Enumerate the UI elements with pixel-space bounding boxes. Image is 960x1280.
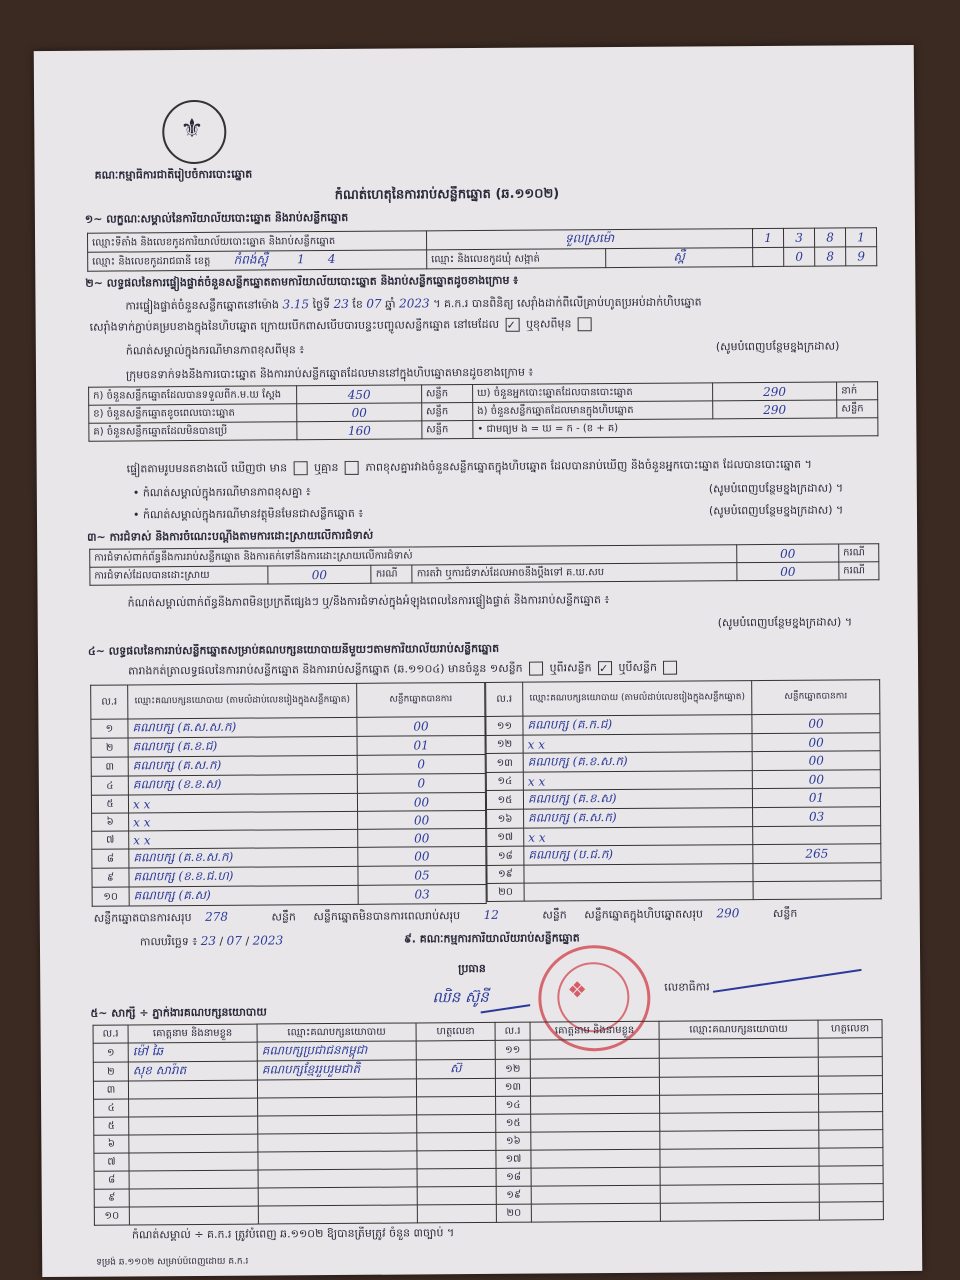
result-no: ៥ — [91, 795, 128, 813]
witness-no: ៤ — [94, 1099, 129, 1117]
witness-name — [530, 1058, 659, 1078]
result-votes: 00 — [358, 828, 486, 847]
result-votes: 265 — [753, 844, 881, 864]
results-table-right — [485, 679, 882, 902]
committee-title: ៩. គណៈកម្មការការិយាល័យរាប់សន្លឹកឆ្នោត — [403, 931, 580, 946]
location-code-3: 8 — [814, 228, 845, 247]
check-line-or: ឬគ្មាន — [314, 460, 339, 475]
result-votes — [753, 881, 881, 900]
col-party: ឈ្មោះគណបក្សនយោបាយ (តាមលំដាប់លេខរៀងក្នុងសន្លឹកឆ្នោត) — [523, 681, 752, 717]
invalid-total: 12 — [483, 907, 499, 922]
two-sheet-checkbox[interactable]: ✓ — [598, 661, 612, 675]
form-title: កំណត់ហេតុនៃការរាប់សន្លឹកឆ្នោត (ឆ.១១០២) — [334, 186, 560, 203]
objection-row1-unit: ករណី — [839, 544, 879, 562]
result-no: ៣ — [91, 757, 128, 776]
witness-party — [660, 1202, 819, 1221]
objection-row2-label: ការជំទាស់ដែលបានដោះស្រាយ — [90, 566, 268, 585]
witness-no: ១០ — [94, 1207, 129, 1225]
col-no: ល.រ — [486, 682, 523, 716]
section2-title: ២~ លទ្ធផលនៃការផ្ទៀងផ្ទាត់ចំនួនសន្លឹកឆ្នោតតាមការិយាល័យបោះឆ្នោត និងរាប់សន្លឹកឆ្នោតដូចខាងក្រោម ៖ — [85, 273, 519, 290]
count-b-unit: សន្លឹក — [421, 403, 472, 421]
witness-sign — [818, 1057, 882, 1076]
witness-no: ៣ — [93, 1081, 128, 1099]
result-party: គណបក្ស (គ.ខ.ស.ក) — [129, 847, 358, 868]
witness-no: ១៣ — [495, 1078, 530, 1096]
result-votes: 0 — [357, 754, 485, 774]
verify-year-label: ឆ្នាំ — [385, 297, 396, 311]
witness-no: ៨ — [94, 1171, 129, 1189]
totals-line — [94, 905, 884, 928]
appeal-label: ការតវ៉ា ឬការជំទាស់ដែលអាចនឹងប្ដឹងទៅ គ.ឃ.សប — [412, 563, 737, 583]
witness-sign — [416, 1040, 495, 1060]
witness-party — [258, 1151, 417, 1170]
witness-no: ១៤ — [496, 1096, 531, 1114]
witness-sign — [417, 1186, 496, 1205]
witness-sign — [417, 1114, 496, 1133]
date-day: 23 — [200, 933, 216, 948]
result-no: ៤ — [91, 776, 128, 795]
invalid-total-label: សន្លឹកឆ្នោតមិនបានការពេលរាប់សរុប — [313, 909, 461, 924]
witness-party — [659, 1057, 818, 1077]
result-party: គណបក្ស (គ.ស.ក) — [524, 808, 753, 829]
witness-name — [530, 1039, 659, 1059]
result-party: x x — [523, 771, 752, 791]
result-votes: 00 — [752, 751, 880, 771]
verify-month-label: ខែ — [352, 297, 363, 311]
verify-time-label: ការផ្ទៀងផ្ទាត់ចំនួនសន្លឹកឆ្នោតនៅម៉ោង — [125, 298, 279, 313]
witness-no: ៥ — [94, 1117, 129, 1135]
witness-sign — [417, 1096, 496, 1115]
witness-name — [129, 1170, 258, 1189]
count-c-label: គ) ចំនួនសន្លឹកឆ្នោតដែលមិនបានប្រើ — [89, 422, 297, 441]
date-month: 07 — [226, 933, 242, 948]
date-line: កាលបរិច្ឆេទ ៖ 23 / 07 / 2023 — [139, 933, 284, 949]
irregularity-note: កំណត់សម្គាល់ពាក់ព័ន្ធនឹងភាពមិនប្រក្រតីផ្សេងៗ ឬ/និងការជំទាស់ក្នុងអំឡុងពេលនៃការផ្ទៀងផ្ទាត់ និងការរាប់សន្លឹកឆ្នោត ៖ — [127, 593, 610, 610]
objections-table — [89, 543, 879, 586]
w-col-sign: ហត្ថលេខា — [818, 1020, 882, 1038]
witness-table — [93, 1019, 884, 1226]
witness-party — [258, 1205, 417, 1224]
witness-name: សុខ សារ៉ាត — [128, 1061, 257, 1081]
one-sheet-checkbox[interactable] — [529, 662, 543, 676]
box-total-label: សន្លឹកឆ្នោតក្នុងហិបឆ្នោតសរុប — [584, 907, 704, 922]
note-label: កំណត់សម្គាល់ក្នុងករណីមានភាពខុសពីមុន ៖ — [125, 343, 305, 358]
count-d-label: ឃ) ចំនួនអ្នកបោះឆ្នោតដែលបានបោះឆ្នោត — [473, 383, 713, 403]
location-code-4: 1 — [845, 228, 876, 247]
difference-yes-checkbox[interactable] — [294, 461, 308, 475]
count-b-value: 00 — [297, 403, 422, 422]
result-party: គណបក្ស (គ.ខ.ស.ក) — [523, 752, 752, 773]
witness-sign — [819, 1184, 883, 1202]
location-label: ឈ្មោះទីតាំង និងលេខកូដការិយាល័យបោះឆ្នោត និងរាប់សន្លឹកឆ្នោត — [88, 231, 427, 252]
result-party — [524, 882, 753, 902]
three-sheet-label: ឬបីសន្លឹក — [618, 660, 657, 675]
result-no: ២០ — [487, 883, 524, 901]
count-e-unit: សន្លឹក — [837, 400, 878, 418]
result-no: ៧ — [92, 831, 129, 849]
witness-no: ២ — [93, 1062, 128, 1081]
same-checkbox[interactable]: ✓ — [506, 318, 520, 332]
witness-no: ៩ — [94, 1189, 129, 1207]
w-col-no: ល.រ — [495, 1022, 530, 1040]
commune-code-2: 8 — [815, 247, 846, 266]
witness-party: គណបក្សខ្មែររួបរួមជាតិ — [257, 1060, 416, 1080]
seal-line — [90, 315, 890, 337]
witness-party — [660, 1094, 819, 1113]
result-votes: 00 — [358, 846, 486, 866]
result-row — [92, 884, 486, 906]
w-col-name: គោត្តនាម និងនាមខ្លួន — [530, 1021, 659, 1040]
witness-sign — [417, 1204, 496, 1223]
section5-title: ៥~ សាក្សី ÷ ភ្នាក់ងារគណបក្សនយោបាយ — [90, 1005, 267, 1020]
witness-name — [129, 1152, 258, 1171]
result-no: ៦ — [92, 813, 129, 831]
secretary-label: លេខាធិការ — [664, 980, 710, 994]
location-value: ទួលស្រម៉ោ — [564, 231, 615, 246]
count-a-value: 450 — [297, 385, 422, 404]
object-note: • កំណត់សម្គាល់ក្នុងករណីមានវត្ថុមិនមែនជាសន្លឹកឆ្នោត ៖ — [132, 506, 364, 522]
section3-title: ៣~ ការជំទាស់ និងការចំណេះបណ្ដឹងតាមការដោះស្រាយលើការជំទាស់ — [87, 528, 374, 544]
result-no: ១៦ — [487, 809, 524, 828]
witness-sign — [416, 1078, 495, 1097]
result-row — [487, 881, 881, 902]
col-no: ល.រ — [91, 685, 128, 719]
result-party: គណបក្ស (គ.ខ.ស) — [523, 789, 752, 810]
col-votes: សន្លឹកឆ្នោតបានការ — [357, 682, 485, 717]
w-col-party: ឈ្មោះគណបក្សនយោបាយ — [257, 1023, 416, 1042]
result-votes: 01 — [357, 735, 485, 755]
witness-no: ១៦ — [496, 1132, 531, 1150]
result-party: គណបក្ស (គ.ខ.ជ) — [128, 736, 357, 757]
col-votes: សន្លឹកឆ្នោតបានការ — [752, 680, 880, 715]
province-value: កំពង់ស្ពឺ — [233, 252, 268, 267]
result-no: ៨ — [92, 849, 129, 868]
result-no: ១០ — [92, 887, 129, 906]
three-sheet-checkbox[interactable] — [663, 661, 677, 675]
result-party: គណបក្ស (គ.ស.ក) — [128, 755, 357, 776]
official-stamp-icon: ❖ — [538, 945, 651, 1052]
result-party: គណបក្ស (គ.ស.ស.ក) — [128, 717, 357, 738]
objection-row1-value: 00 — [737, 544, 839, 563]
box-unit: សន្លឹក — [772, 906, 798, 920]
formula-label: • ជាមធ្យម ង = ឃ = ក - (ខ + គ) — [473, 418, 878, 439]
location-code-1: 1 — [752, 228, 783, 247]
result-votes: 00 — [357, 792, 485, 811]
verify-line — [125, 293, 915, 316]
witness-name — [128, 1080, 257, 1099]
two-sheet-label: ឬពីរសន្លឹក — [549, 661, 592, 675]
authority-name: គណៈកម្មាធិការជាតិរៀបចំការបោះឆ្នោត — [94, 167, 253, 182]
witness-sign — [417, 1132, 496, 1151]
result-votes: 03 — [753, 807, 881, 827]
witness-name — [129, 1206, 258, 1225]
result-votes: 00 — [752, 770, 880, 789]
witness-sign — [819, 1094, 883, 1112]
col-party: ឈ្មោះគណបក្សនយោបាយ (តាមលំដាប់លេខរៀងក្នុងសន្លឹកឆ្នោត) — [128, 683, 357, 719]
province-code-2: 4 — [327, 251, 336, 267]
witness-sign: ស៊ — [416, 1059, 495, 1079]
result-votes: 00 — [358, 810, 486, 829]
footer-note: កំណត់សម្គាល់ ÷ គ.ក.រ ត្រូវបំពេញ ឆ.១១០២ ឱ្យបានត្រឹមត្រូវ ចំនួន ៣ច្បាប់ ។ — [131, 1226, 455, 1242]
witness-name: ម៉ៅ ឆៃ — [128, 1042, 257, 1062]
witness-no: ១៧ — [496, 1150, 531, 1168]
witness-party — [258, 1097, 417, 1116]
invalid-unit: សន្លឹក — [542, 908, 567, 922]
difference-note: • កំណត់សម្គាល់ក្នុងករណីមានភាពខុសគ្នា ៖ — [132, 485, 311, 500]
witness-party — [660, 1166, 819, 1185]
section4-title: ៤~ លទ្ធផលនៃការរាប់សន្លឹកឆ្នោតសម្រាប់គណបក្សនយោបាយនីមួយៗតាមការិយាល័យរាប់សន្លឹកឆ្នោត — [87, 641, 500, 658]
different-checkbox[interactable] — [578, 317, 592, 331]
result-no: ២ — [91, 738, 128, 757]
count-a-unit: សន្លឹក — [421, 385, 472, 403]
result-votes — [753, 863, 881, 882]
province-code-1: 1 — [296, 252, 305, 267]
count-a-label: ក) ចំនួនសន្លឹកឆ្នោតដែលបានទទួលពីក.ម.ឃ ស្ដែង — [89, 386, 297, 405]
witness-party — [660, 1130, 819, 1149]
result-votes: 00 — [357, 716, 485, 736]
result-party — [524, 864, 753, 884]
verify-month: 07 — [366, 296, 382, 311]
result-votes: 05 — [358, 865, 486, 885]
verify-day-label: ថ្ងៃទី — [312, 298, 331, 312]
result-no: ៩ — [92, 868, 129, 887]
count-c-unit: សន្លឹក — [422, 421, 473, 439]
result-no: ១៣ — [486, 753, 523, 772]
check-line-text: ផ្ទៀតតាមរូបមនតខាងលើ ឃើញថា មាន — [126, 461, 288, 476]
section1-table — [87, 227, 877, 272]
witness-name — [531, 1113, 660, 1132]
witness-name — [129, 1116, 258, 1135]
commune-value: ស្ពឺ — [673, 249, 685, 264]
witness-party: គណបក្សប្រជាជនកម្ពុជា — [257, 1041, 416, 1061]
appeal-value: 00 — [737, 562, 839, 581]
result-party: x x — [523, 734, 752, 754]
witness-no: ១៨ — [496, 1168, 531, 1186]
witness-party — [659, 1038, 818, 1058]
result-votes: 01 — [752, 788, 880, 808]
materials-intro: ក្រុមចនទាក់ទងនឹងការបោះឆ្នោត និងការរាប់សន្លឹកឆ្នោតដែលមាននៅក្នុងហិបឆ្នោតមានដូចខាងក្រោម ៖ — [125, 365, 534, 382]
valid-unit: សន្លឹក — [271, 910, 296, 924]
counts-table — [88, 381, 878, 442]
result-votes: 00 — [752, 714, 880, 734]
result-no: ១២ — [486, 735, 523, 753]
count-e-label: ង) ចំនួនសន្លឹកឆ្នោតដែលមានក្នុងហិបឆ្នោត — [473, 401, 713, 421]
witness-no: ១៩ — [496, 1186, 531, 1204]
witness-party — [258, 1187, 417, 1206]
form-paper — [34, 45, 923, 1277]
count-d-unit: នាក់ — [837, 382, 878, 400]
count-b-label: ខ) ចំនួនសន្លឹកឆ្នោតខូចពេលបោះឆ្នោត — [89, 404, 297, 423]
note-hint: (សូមបំពេញបន្ថែមខ្នងក្រដាស) — [715, 339, 840, 354]
seal-line-text: សេរ៉ាំងទាក់ភ្ជាប់គម្របខាងក្នុងនៃហិបឆ្នោត ក្រោយបើកពាសបើបបារបន្ទះបញ្ចូលសន្លឹកឆ្នោត នៅមេដែល — [89, 317, 500, 334]
result-party: គណបក្ស (ប.ជ.ក) — [524, 845, 753, 866]
object-hint: (សូមបំពេញបន្ថែមខ្នងក្រដាស) ។ — [708, 503, 844, 518]
witness-no: ១២ — [495, 1059, 530, 1078]
commune-code-1: 0 — [784, 247, 815, 266]
footer-bottom: ទម្រង់ ឆ.១១០២ សម្រាប់បំពេញដោយ គ.ក.រ — [96, 1256, 249, 1268]
witness-name — [531, 1203, 660, 1222]
result-no: ១ — [91, 719, 128, 738]
witness-sign — [819, 1148, 883, 1166]
witness-name — [531, 1167, 660, 1186]
witness-sign — [819, 1202, 883, 1220]
result-party: x x — [128, 793, 357, 813]
count-c-value: 160 — [297, 421, 422, 440]
chair-label: ប្រធាន — [458, 961, 486, 976]
witness-no: ១១ — [495, 1040, 530, 1059]
result-party: គណបក្ស (គ.ស) — [129, 885, 358, 906]
verify-day: 23 — [333, 296, 349, 311]
result-no: ១៥ — [486, 790, 523, 809]
witness-name — [530, 1077, 659, 1096]
w-col-sign: ហត្ថលេខា — [416, 1022, 495, 1041]
count-d-value: 290 — [712, 382, 837, 401]
date-label: កាលបរិច្ឆេទ ៖ — [139, 934, 198, 949]
witness-party — [258, 1169, 417, 1188]
results-table-left — [90, 682, 487, 907]
box-total: 290 — [716, 906, 740, 921]
witness-party — [258, 1133, 417, 1152]
witness-sign — [417, 1150, 496, 1169]
w-col-no: ល.រ — [93, 1025, 128, 1043]
secretary-signature-icon — [713, 969, 862, 993]
witness-sign — [818, 1076, 882, 1094]
objection-row1-label: ការជំទាស់ពាក់ព័ន្ធនឹងការរាប់សន្លឹកឆ្នោត និងការតក់ទៅនឹងការដោះស្រាយលើការជំទាស់ — [90, 545, 737, 568]
result-no: ១១ — [486, 716, 523, 735]
w-col-name: គោត្តនាម និងនាមខ្លួន — [128, 1024, 257, 1043]
difference-no-checkbox[interactable] — [345, 461, 359, 475]
witness-no: ៦ — [94, 1135, 129, 1153]
sheet-count-text: តារាងកត់ត្រាលទ្ធផលនៃការរាប់សន្លឹកឆ្នោត និងការរាប់សន្លឹកឆ្នោត (ឆ.១១០៤) មានចំនួន ១សន្លឹក — [128, 661, 523, 678]
result-votes: 00 — [752, 733, 880, 752]
witness-party — [660, 1112, 819, 1131]
result-party: x x — [129, 811, 358, 831]
result-votes: 03 — [358, 884, 486, 904]
result-party: គណបក្ស (ខ.ខ.ស) — [128, 774, 357, 795]
commune-label: ឈ្មោះ និងលេខកូដឃុំ សង្កាត់ — [427, 249, 606, 269]
result-party: គណបក្ស (ខ.ខ.ជ.ហ) — [129, 866, 358, 887]
witness-name — [129, 1098, 258, 1117]
date-year: 2023 — [252, 933, 284, 948]
witness-name — [531, 1095, 660, 1114]
witness-no: ១៥ — [496, 1114, 531, 1132]
w-col-party: ឈ្មោះគណបក្សនយោបាយ — [659, 1020, 818, 1039]
check-line-rest: ភាពខុសគ្នារវាងចំនួនសន្លឹកឆ្នោតក្នុងហិបឆ្នោត ដែលបានរាប់ឃើញ និងចំនួនអ្នកបោះឆ្នោត ដែលបានបោះឆ្នោត ។ — [365, 457, 812, 474]
witness-sign — [818, 1038, 882, 1057]
result-party: x x — [524, 827, 753, 847]
witness-name — [531, 1131, 660, 1150]
result-no: ១៩ — [487, 865, 524, 883]
witness-sign — [819, 1112, 883, 1130]
verify-seal-text: ។ គ.ក.រ បានពិនិត្យ សេរ៉ាំងដាក់ពីលើគ្រាប់ហូតប្រអប់ដាក់ហិបឆ្នោត — [433, 295, 702, 311]
commune-code-3: 9 — [846, 247, 877, 266]
sheet-count-line — [128, 659, 908, 680]
witness-sign — [819, 1166, 883, 1184]
witness-sign — [417, 1168, 496, 1187]
objection-row2-value: 00 — [267, 565, 371, 584]
result-votes: 0 — [357, 773, 485, 793]
result-party: x x — [129, 829, 358, 849]
section1-title: ១~ លក្ខណៈសម្គាល់នៃការិយាល័យបោះឆ្នោត និងរាប់សន្លឹកឆ្នោត — [84, 210, 349, 226]
different-label: ឬខុសពីមុន — [526, 317, 572, 331]
witness-party — [257, 1079, 416, 1098]
emblem-icon: ⚜ — [162, 100, 226, 164]
witness-sign — [819, 1130, 883, 1148]
witness-name — [129, 1134, 258, 1153]
witness-party — [660, 1148, 819, 1167]
appeal-unit: ករណី — [839, 562, 879, 580]
result-no: ១៧ — [487, 828, 524, 846]
location-code-2: 3 — [783, 228, 814, 247]
witness-name — [129, 1188, 258, 1207]
chair-signature-name: ឈិន ស៊ូនី — [432, 987, 489, 1007]
witness-party — [659, 1076, 818, 1095]
witness-party — [258, 1115, 417, 1134]
witness-no: ១ — [93, 1043, 128, 1062]
verify-time: 3.15 — [282, 297, 310, 312]
witness-name — [531, 1185, 660, 1204]
witness-party — [660, 1184, 819, 1203]
check-line — [127, 457, 917, 479]
verify-year: 2023 — [399, 296, 430, 311]
result-party: គណបក្ស (គ.ក.ជ) — [523, 715, 752, 736]
irregularity-hint: (សូមបំពេញបន្ថែមខ្នងក្រដាស) ។ — [717, 615, 853, 630]
province-label-text: ឈ្មោះ និងលេខកូដរាជធានី ខេត្ត — [92, 255, 211, 268]
witness-no: ៧ — [94, 1153, 129, 1171]
result-no: ១៨ — [487, 846, 524, 865]
result-votes — [753, 826, 881, 845]
result-no: ១៤ — [486, 772, 523, 790]
valid-total-label: សន្លឹកឆ្នោតបានការសរុប — [93, 911, 192, 925]
valid-total: 278 — [204, 909, 229, 924]
witness-name — [531, 1149, 660, 1168]
witness-no: ២០ — [496, 1204, 531, 1222]
objection-row2-unit: ករណី — [371, 565, 412, 583]
count-e-value: 290 — [712, 400, 837, 419]
difference-hint: (សូមបំពេញបន្ថែមខ្នងក្រដាស) ។ — [708, 481, 844, 496]
province-label — [88, 250, 427, 271]
